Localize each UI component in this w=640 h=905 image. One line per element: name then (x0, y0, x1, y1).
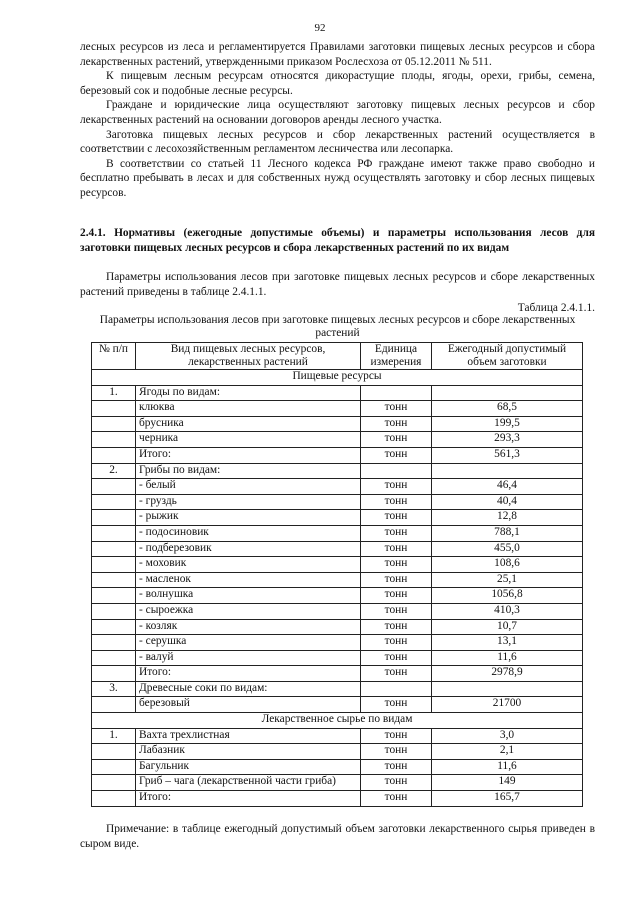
table-row (92, 572, 583, 588)
table-row (92, 681, 583, 697)
row-name: Грибы по видам: (136, 463, 361, 479)
row-unit: тонн (361, 525, 432, 541)
row-name: Багульник (136, 759, 361, 775)
intro-text: Параметры использования лесов при заготовке пищевых лесных ресурсов и сборе лекарственных растений приведены в таблице 2.4.1.1. (80, 271, 595, 298)
header-num: № п/п (92, 343, 136, 370)
section-row-food (92, 370, 583, 386)
row-unit: тонн (361, 432, 432, 448)
table-row (92, 588, 583, 604)
row-value: 2978,9 (432, 666, 583, 682)
row-name: Лабазник (136, 744, 361, 760)
row-num (92, 541, 136, 557)
row-value: 11,6 (432, 650, 583, 666)
row-unit: тонн (361, 416, 432, 432)
table-title: Параметры использования лесов при заготовке пищевых лесных ресурсов и сборе лекарственных растений (99, 314, 576, 339)
row-value: 10,7 (432, 619, 583, 635)
row-num (92, 791, 136, 807)
row-num: 1. (92, 728, 136, 744)
table-row (92, 541, 583, 557)
table-row (92, 619, 583, 635)
row-name: клюква (136, 401, 361, 417)
row-value: 788,1 (432, 525, 583, 541)
row-value: 561,3 (432, 447, 583, 463)
row-num (92, 557, 136, 573)
row-unit: тонн (361, 479, 432, 495)
row-unit: тонн (361, 775, 432, 791)
table-row (92, 432, 583, 448)
row-value: 149 (432, 775, 583, 791)
row-num (92, 588, 136, 604)
row-value (432, 463, 583, 479)
row-name: Гриб – чага (лекарственной части гриба) (136, 775, 361, 791)
row-value: 410,3 (432, 603, 583, 619)
table-row (92, 759, 583, 775)
row-num (92, 447, 136, 463)
row-name: - моховик (136, 557, 361, 573)
table-header-row (92, 343, 583, 370)
table-row (92, 447, 583, 463)
body-paragraph: лесных ресурсов из леса и регламентируется Правилами заготовки пищевых лесных ресурсов и сбора лекарственных растений, утвержденными приказом Рослесхоза от 05.12.2011 № 511. (80, 41, 595, 68)
table-row (92, 635, 583, 651)
header-unit: Единица измерения (361, 343, 432, 370)
row-value: 165,7 (432, 791, 583, 807)
row-num (92, 759, 136, 775)
row-name: Итого: (136, 447, 361, 463)
table-row (92, 744, 583, 760)
row-num: 3. (92, 681, 136, 697)
row-name: - валуй (136, 650, 361, 666)
row-num (92, 401, 136, 417)
table-row (92, 463, 583, 479)
row-value: 1056,8 (432, 588, 583, 604)
row-num (92, 432, 136, 448)
row-num (92, 494, 136, 510)
row-value: 25,1 (432, 572, 583, 588)
row-unit: тонн (361, 588, 432, 604)
row-unit: тонн (361, 510, 432, 526)
row-name: - рыжик (136, 510, 361, 526)
row-num (92, 479, 136, 495)
row-name: брусника (136, 416, 361, 432)
row-num (92, 697, 136, 713)
row-unit: тонн (361, 619, 432, 635)
table-row (92, 525, 583, 541)
row-unit: тонн (361, 744, 432, 760)
row-unit: тонн (361, 697, 432, 713)
row-unit: тонн (361, 791, 432, 807)
row-num: 1. (92, 385, 136, 401)
row-unit: тонн (361, 572, 432, 588)
body-paragraph: Граждане и юридические лица осуществляют заготовку пищевых лесных ресурсов и сбор лекарственных растений на основании договоров аренды лесного участка. (80, 99, 595, 126)
row-unit (361, 385, 432, 401)
row-name: черника (136, 432, 361, 448)
page-number: 92 (314, 22, 326, 34)
row-num (92, 416, 136, 432)
row-name: - белый (136, 479, 361, 495)
resources-table (91, 342, 583, 807)
row-name: - серушка (136, 635, 361, 651)
body-paragraph: К пищевым лесным ресурсам относятся дикорастущие плоды, ягоды, орехи, грибы, семена, березовый сок и подобные лесные ресурсы. (80, 70, 595, 97)
row-num (92, 650, 136, 666)
row-name: Итого: (136, 791, 361, 807)
row-name: - груздь (136, 494, 361, 510)
row-unit (361, 681, 432, 697)
row-num (92, 666, 136, 682)
row-num (92, 510, 136, 526)
table-row (92, 666, 583, 682)
row-value: 40,4 (432, 494, 583, 510)
row-name: - подосиновик (136, 525, 361, 541)
table-row (92, 510, 583, 526)
row-unit: тонн (361, 728, 432, 744)
section-food: Пищевые ресурсы (92, 370, 583, 386)
row-name: Древесные соки по видам: (136, 681, 361, 697)
row-name: Итого: (136, 666, 361, 682)
table-row (92, 557, 583, 573)
row-value: 12,8 (432, 510, 583, 526)
row-name: - козляк (136, 619, 361, 635)
row-name: Ягоды по видам: (136, 385, 361, 401)
body-text (80, 40, 595, 201)
table-row (92, 385, 583, 401)
row-value: 46,4 (432, 479, 583, 495)
table-row (92, 775, 583, 791)
row-name: - сыроежка (136, 603, 361, 619)
row-unit: тонн (361, 759, 432, 775)
row-unit: тонн (361, 666, 432, 682)
row-value: 13,1 (432, 635, 583, 651)
row-num (92, 619, 136, 635)
intro-paragraph (80, 270, 595, 299)
row-value (432, 385, 583, 401)
row-value: 68,5 (432, 401, 583, 417)
row-num (92, 572, 136, 588)
note (80, 822, 595, 851)
row-value: 3,0 (432, 728, 583, 744)
note-text: Примечание: в таблице ежегодный допустимый объем заготовки лекарственного сырья приведен в сыром виде. (80, 823, 595, 850)
section-medicinal: Лекарственное сырье по видам (92, 713, 583, 729)
table-label: Таблица 2.4.1.1. (517, 302, 595, 314)
row-num (92, 603, 136, 619)
section-heading: 2.4.1. Нормативы (ежегодные допустимые объемы) и параметры использования лесов для заготовки пищевых лесных ресурсов и сбора лекарственных растений по их видам (80, 227, 595, 254)
row-name: Вахта трехлистная (136, 728, 361, 744)
body-paragraph: Заготовка пищевых лесных ресурсов и сбор лекарственных растений осуществляется в соответствии с лесохозяйственным регламентом лесничества или лесопарка. (80, 128, 595, 156)
row-name: березовый (136, 697, 361, 713)
row-value: 21700 (432, 697, 583, 713)
row-num (92, 525, 136, 541)
body-paragraph: В соответствии со статьей 11 Лесного кодекса РФ граждане имеют также право свободно и бесплатно пребывать в лесах и для собственных нужд осуществлять заготовку и сбор лесных пищевых ресурсов. (80, 157, 595, 199)
row-name: - масленок (136, 572, 361, 588)
row-unit: тонн (361, 494, 432, 510)
row-unit: тонн (361, 557, 432, 573)
table-row (92, 697, 583, 713)
table-row (92, 728, 583, 744)
table-row (92, 416, 583, 432)
row-value (432, 681, 583, 697)
row-num (92, 744, 136, 760)
table-row (92, 603, 583, 619)
table-row (92, 494, 583, 510)
header-value: Ежегодный допустимый объем заготовки (432, 343, 583, 370)
table-row (92, 479, 583, 495)
row-unit: тонн (361, 541, 432, 557)
row-value: 199,5 (432, 416, 583, 432)
row-unit: тонн (361, 401, 432, 417)
table-row (92, 401, 583, 417)
row-num (92, 635, 136, 651)
row-value: 11,6 (432, 759, 583, 775)
row-unit: тонн (361, 635, 432, 651)
row-name: - подберезовик (136, 541, 361, 557)
row-unit (361, 463, 432, 479)
row-value: 2,1 (432, 744, 583, 760)
row-unit: тонн (361, 650, 432, 666)
row-value: 293,3 (432, 432, 583, 448)
row-unit: тонн (361, 603, 432, 619)
row-num: 2. (92, 463, 136, 479)
row-value: 455,0 (432, 541, 583, 557)
section-row-medicinal (92, 713, 583, 729)
row-num (92, 775, 136, 791)
header-name: Вид пищевых лесных ресурсов, лекарственных растений (136, 343, 361, 370)
row-unit: тонн (361, 447, 432, 463)
row-value: 108,6 (432, 557, 583, 573)
row-name: - волнушка (136, 588, 361, 604)
table-row (92, 650, 583, 666)
table-row (92, 791, 583, 807)
